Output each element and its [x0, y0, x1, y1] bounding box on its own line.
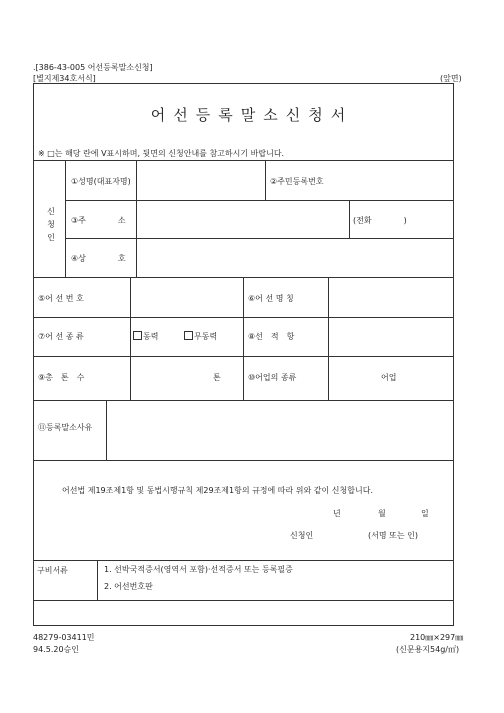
phone-label: (전화 ): [353, 216, 407, 225]
side-label: (앞면): [440, 74, 462, 83]
form-number: [별지제34호서식]: [33, 74, 96, 83]
cancellation-reason-label: ⑪등록말소사유: [38, 423, 93, 432]
date-month-label: 월: [378, 509, 386, 518]
date-day-label: 일: [421, 509, 429, 518]
powered-option-label: 동력: [143, 332, 159, 341]
form-title: 어선등록말소신청서: [150, 106, 354, 124]
applicant-sign-label: 신청인: [290, 531, 314, 540]
footer-paper-size: 210㎜×297㎜: [410, 633, 464, 642]
home-port-label: ⑧선 적 항: [248, 332, 295, 341]
unpowered-option-label: 무동력: [194, 332, 218, 341]
footer-code: 48279-03411민: [33, 633, 95, 642]
resident-number-field[interactable]: [338, 162, 452, 198]
trade-name-label: ④상 호: [71, 254, 126, 263]
required-document-item: 1. 선박국적증서(영역서 포함)·선적증서 또는 등록필증: [104, 565, 293, 574]
notice-text: ※ □는 해당 란에 V표시하며, 뒷면의 신청안내를 참고하시기 바랍니다.: [38, 149, 285, 158]
required-documents-label: 구비서류: [37, 566, 68, 575]
tonnage-label: ⑨총 톤 수: [38, 373, 85, 382]
applicant-name-field[interactable]: [138, 162, 264, 198]
document-code: .[386-43-005 어선등록말소신청]: [33, 63, 153, 72]
applicant-name-label: ①성명(대표자명): [71, 177, 131, 186]
powered-checkbox[interactable]: [133, 331, 158, 342]
vessel-type-label: ⑦어 선 종 류: [38, 332, 84, 341]
home-port-field[interactable]: [330, 319, 452, 354]
footer-paper-type: (신문용지54g/㎡): [396, 645, 460, 654]
date-year-label: 년: [333, 509, 341, 518]
tonnage-unit: 톤: [213, 373, 221, 382]
checkbox-icon: [133, 331, 142, 340]
cancellation-reason-field[interactable]: [108, 402, 452, 458]
declaration-statement: 어선법 제19조제1항 및 동법시행규칙 제29조제1항의 규정에 따라 위와 같이 신청합니다.: [62, 486, 373, 495]
signature-label: (서명 또는 인): [368, 531, 418, 540]
tonnage-field[interactable]: [132, 358, 241, 398]
checkbox-icon: [184, 331, 193, 340]
address-label: ③주 소: [71, 216, 126, 225]
fishery-type-label: ⑩어업의 종류: [248, 373, 297, 382]
vessel-number-field[interactable]: [132, 279, 241, 315]
resident-number-label: ②주민등록번호: [270, 177, 324, 186]
trade-name-field[interactable]: [138, 240, 452, 275]
vessel-name-label: ⑥어 선 명 칭: [248, 294, 294, 303]
address-field[interactable]: [138, 202, 348, 236]
unpowered-checkbox[interactable]: [184, 331, 217, 342]
required-document-item: 2. 어선번호판: [104, 582, 153, 591]
vessel-name-field[interactable]: [330, 279, 452, 315]
vessel-number-label: ⑤어 선 번 호: [38, 294, 84, 303]
footer-approval-date: 94.5.20승인: [33, 645, 79, 654]
fishery-suffix: 어업: [381, 373, 397, 382]
applicant-group-label: 신청인: [47, 207, 55, 242]
